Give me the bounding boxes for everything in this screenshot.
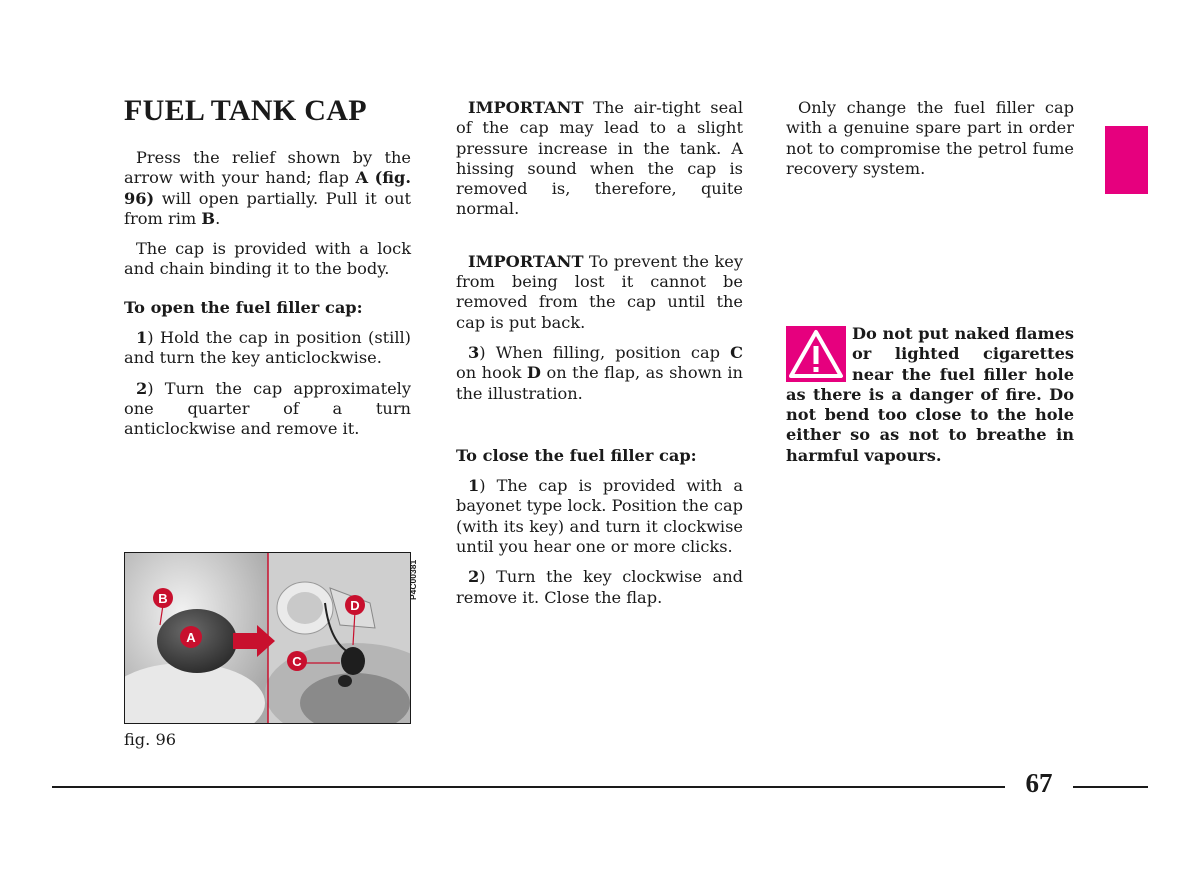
close-step-2: 2) Turn the key clockwise and remove it. Close the flap. — [456, 567, 743, 607]
fire-warning — [786, 324, 1074, 466]
figure-caption: fig. 96 — [124, 730, 177, 749]
label-a: A — [186, 630, 196, 645]
page-title: FUEL TANK CAP — [124, 94, 367, 127]
column-3 — [786, 98, 1074, 189]
important-note-1: IMPORTANT The air-tight seal of the cap may lead to a slight pressure increase in the tank. A hissing sound when the cap is removed is, therefore, quite normal. — [456, 98, 743, 219]
figure-code: P4C00381 — [408, 559, 418, 600]
footer-rule-right — [1073, 786, 1148, 788]
column-2 — [456, 98, 743, 618]
close-heading: To close the fuel filler cap: — [456, 445, 697, 465]
column-1 — [124, 148, 411, 450]
paragraph-spare-part: Only change the fuel filler cap with a genuine spare part in order not to compromise the petrol fume recovery system. — [786, 98, 1074, 178]
label-d: D — [350, 598, 360, 613]
open-heading: To open the fuel filler cap: — [124, 297, 363, 317]
page-number: 67 — [1025, 768, 1053, 798]
label-c: C — [292, 654, 302, 669]
footer-rule-left — [52, 786, 1005, 788]
open-step-1: 1) Hold the cap in position (still) and turn the key anticlockwise. — [124, 328, 411, 368]
paragraph-lock: The cap is provided with a lock and chain binding it to the body. — [124, 239, 411, 279]
label-b: B — [158, 591, 168, 606]
fuel-cap-illustration — [124, 552, 411, 724]
paragraph-intro: Press the relief shown by the arrow with your hand; flap A (fig. 96) will open partially. Pull it out from rim B. — [124, 148, 411, 228]
warning-text: Do not put naked flames or lighted cigarettes near the fuel filler hole as there is a danger of fire. Do not bend too close to the hole either so as not to breathe in harmful vapours. — [786, 324, 1074, 465]
important-note-2: IMPORTANT To prevent the key from being lost it cannot be removed from the cap until the cap is put back. — [456, 251, 743, 332]
section-tab-marker — [1105, 126, 1148, 194]
open-step-2: 2) Turn the cap approximately one quarter of a turn anticlockwise and remove it. — [124, 378, 411, 439]
close-step-1: 1) The cap is provided with a bayonet type lock. Position the cap (with its key) and turn it clockwise until you hear one or more clicks. — [456, 476, 743, 557]
fill-step-3: 3) When filling, position cap C on hook D on the flap, as shown in the illustration. — [456, 342, 743, 403]
warning-triangle-icon — [786, 326, 846, 382]
fuel-cap-drawing — [125, 553, 410, 723]
